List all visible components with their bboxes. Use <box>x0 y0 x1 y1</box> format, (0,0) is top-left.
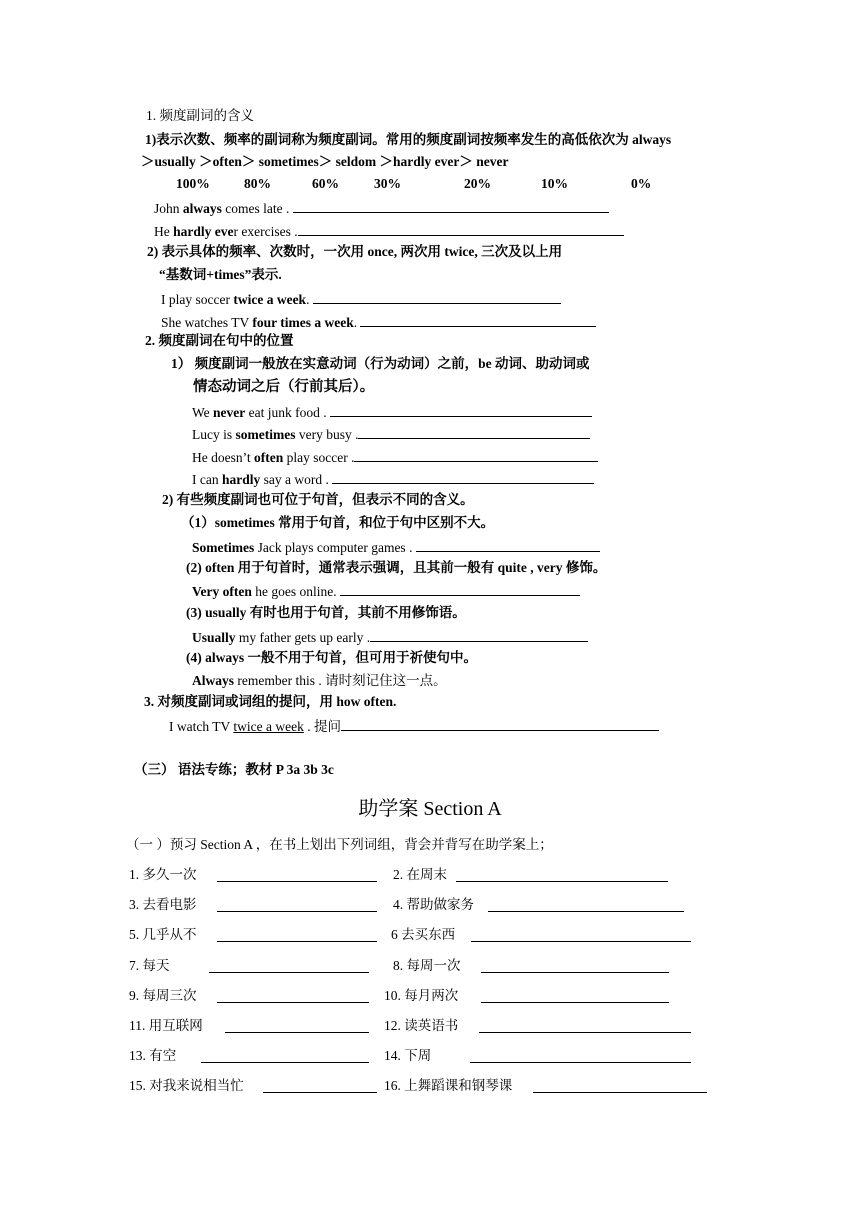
answer-blank[interactable] <box>479 1019 691 1033</box>
section-3-heading: （三） 语法专练；教材 P 3a 3b 3c <box>134 762 334 777</box>
example-11: Usually my father gets up early . <box>192 628 588 647</box>
answer-blank[interactable] <box>332 470 594 484</box>
answer-blank[interactable] <box>358 425 590 439</box>
answer-blank[interactable] <box>533 1079 707 1093</box>
answer-blank[interactable] <box>217 928 377 942</box>
example-3: I play soccer twice a week. <box>161 290 561 309</box>
answer-blank[interactable] <box>313 290 561 304</box>
para-4-2: (2) often 用于句首时，通常表示强调，且其前一般有 quite , very 修饰。 <box>186 560 607 575</box>
answer-blank[interactable] <box>481 959 669 973</box>
para-4-1: （1）sometimes 常用于句首，和位于句中区别不大。 <box>181 515 495 530</box>
answer-blank[interactable] <box>470 1049 691 1063</box>
pct-always: 100% <box>176 176 210 191</box>
answer-blank[interactable] <box>416 538 600 552</box>
heading-3: 3. 对频度副词或词组的提问，用 how often. <box>144 694 397 709</box>
para-2b: “基数词+times”表示. <box>159 267 282 282</box>
heading-2: 2. 频度副词在句中的位置 <box>145 333 294 348</box>
answer-blank[interactable] <box>330 403 592 417</box>
example-2: He hardly ever exercises . <box>154 222 624 241</box>
vocab-item: 7. 每天 <box>129 958 170 973</box>
pct-often: 60% <box>312 176 339 191</box>
para-4-3: (3) usually 有时也用于句首，其前不用修饰语。 <box>186 605 466 620</box>
para-3a: 1） 频度副词一般放在实意动词（行为动词）之前，be 动词、助动词或 <box>171 356 590 371</box>
answer-blank[interactable] <box>341 717 659 731</box>
para-4: 2) 有些频度副词也可位于句首，但表示不同的含义。 <box>162 492 474 507</box>
answer-blank[interactable] <box>471 928 691 942</box>
vocab-item: 16. 上舞蹈课和钢琴课 <box>384 1078 513 1093</box>
vocab-item: 9. 每周三次 <box>129 988 197 1003</box>
example-4: She watches TV four times a week. <box>161 313 596 332</box>
para-4-4: (4) always 一般不用于句首，但可用于祈使句中。 <box>186 650 477 665</box>
pct-sometimes: 30% <box>374 176 401 191</box>
answer-blank[interactable] <box>456 868 668 882</box>
example-1: John always comes late . <box>154 199 609 218</box>
answer-blank[interactable] <box>360 313 596 327</box>
answer-blank[interactable] <box>201 1049 369 1063</box>
heading-1: 1. 频度副词的含义 <box>146 108 254 123</box>
page-title: 助学案 Section A <box>358 798 502 820</box>
answer-blank[interactable] <box>263 1079 377 1093</box>
example-6: Lucy is sometimes very busy . <box>192 425 590 444</box>
pct-never: 0% <box>631 176 652 191</box>
pct-usually: 80% <box>244 176 271 191</box>
answer-blank[interactable] <box>217 868 377 882</box>
answer-blank[interactable] <box>340 582 580 596</box>
vocab-item: 3. 去看电影 <box>129 897 197 912</box>
vocab-item: 11. 用互联网 <box>129 1018 203 1033</box>
para-3b: 情态动词之后（行前其后）。 <box>193 379 375 395</box>
answer-blank[interactable] <box>370 628 588 642</box>
vocab-item: 8. 每周一次 <box>393 958 461 973</box>
para-1b: ＞usually ＞often＞ sometimes＞ seldom ＞hardly ever＞ never <box>141 154 509 169</box>
answer-blank[interactable] <box>488 898 684 912</box>
vocab-item: 6 去买东西 <box>391 927 456 942</box>
preview-instructions: （一 ）预习 Section A ，在书上划出下列词组，背会并背写在助学案上； <box>126 837 553 852</box>
answer-blank[interactable] <box>354 448 598 462</box>
example-9: Sometimes Jack plays computer games . <box>192 538 600 557</box>
answer-blank[interactable] <box>298 222 624 236</box>
answer-blank[interactable] <box>217 898 377 912</box>
answer-blank[interactable] <box>293 199 609 213</box>
vocab-item: 10. 每月两次 <box>384 988 459 1003</box>
example-12: Always remember this . 请时刻记住这一点。 <box>192 673 447 688</box>
vocab-item: 1. 多久一次 <box>129 867 197 882</box>
para-1a: 1)表示次数、频率的副词称为频度副词。常用的频度副词按频率发生的高低依次为 always <box>145 132 672 147</box>
vocab-item: 5. 几乎从不 <box>129 927 197 942</box>
answer-blank[interactable] <box>209 959 369 973</box>
pct-hardly: 10% <box>541 176 568 191</box>
example-10: Very often he goes online. <box>192 582 580 601</box>
answer-blank[interactable] <box>217 989 369 1003</box>
vocab-item: 4. 帮助做家务 <box>393 897 474 912</box>
vocab-item: 14. 下周 <box>384 1048 432 1063</box>
vocab-item: 12. 读英语书 <box>384 1018 459 1033</box>
pct-seldom: 20% <box>464 176 491 191</box>
vocab-item: 2. 在周末 <box>393 867 447 882</box>
para-2a: 2) 表示具体的频率、次数时，一次用 once, 两次用 twice, 三次及以上用 <box>147 244 563 259</box>
vocab-item: 15. 对我来说相当忙 <box>129 1078 244 1093</box>
answer-blank[interactable] <box>225 1019 369 1033</box>
example-5: We never eat junk food . <box>192 403 592 422</box>
example-13: I watch TV twice a week . 提问 <box>169 717 659 736</box>
answer-blank[interactable] <box>481 989 669 1003</box>
example-8: I can hardly say a word . <box>192 470 594 489</box>
example-7: He doesn’t often play soccer . <box>192 448 598 467</box>
vocab-item: 13. 有空 <box>129 1048 177 1063</box>
